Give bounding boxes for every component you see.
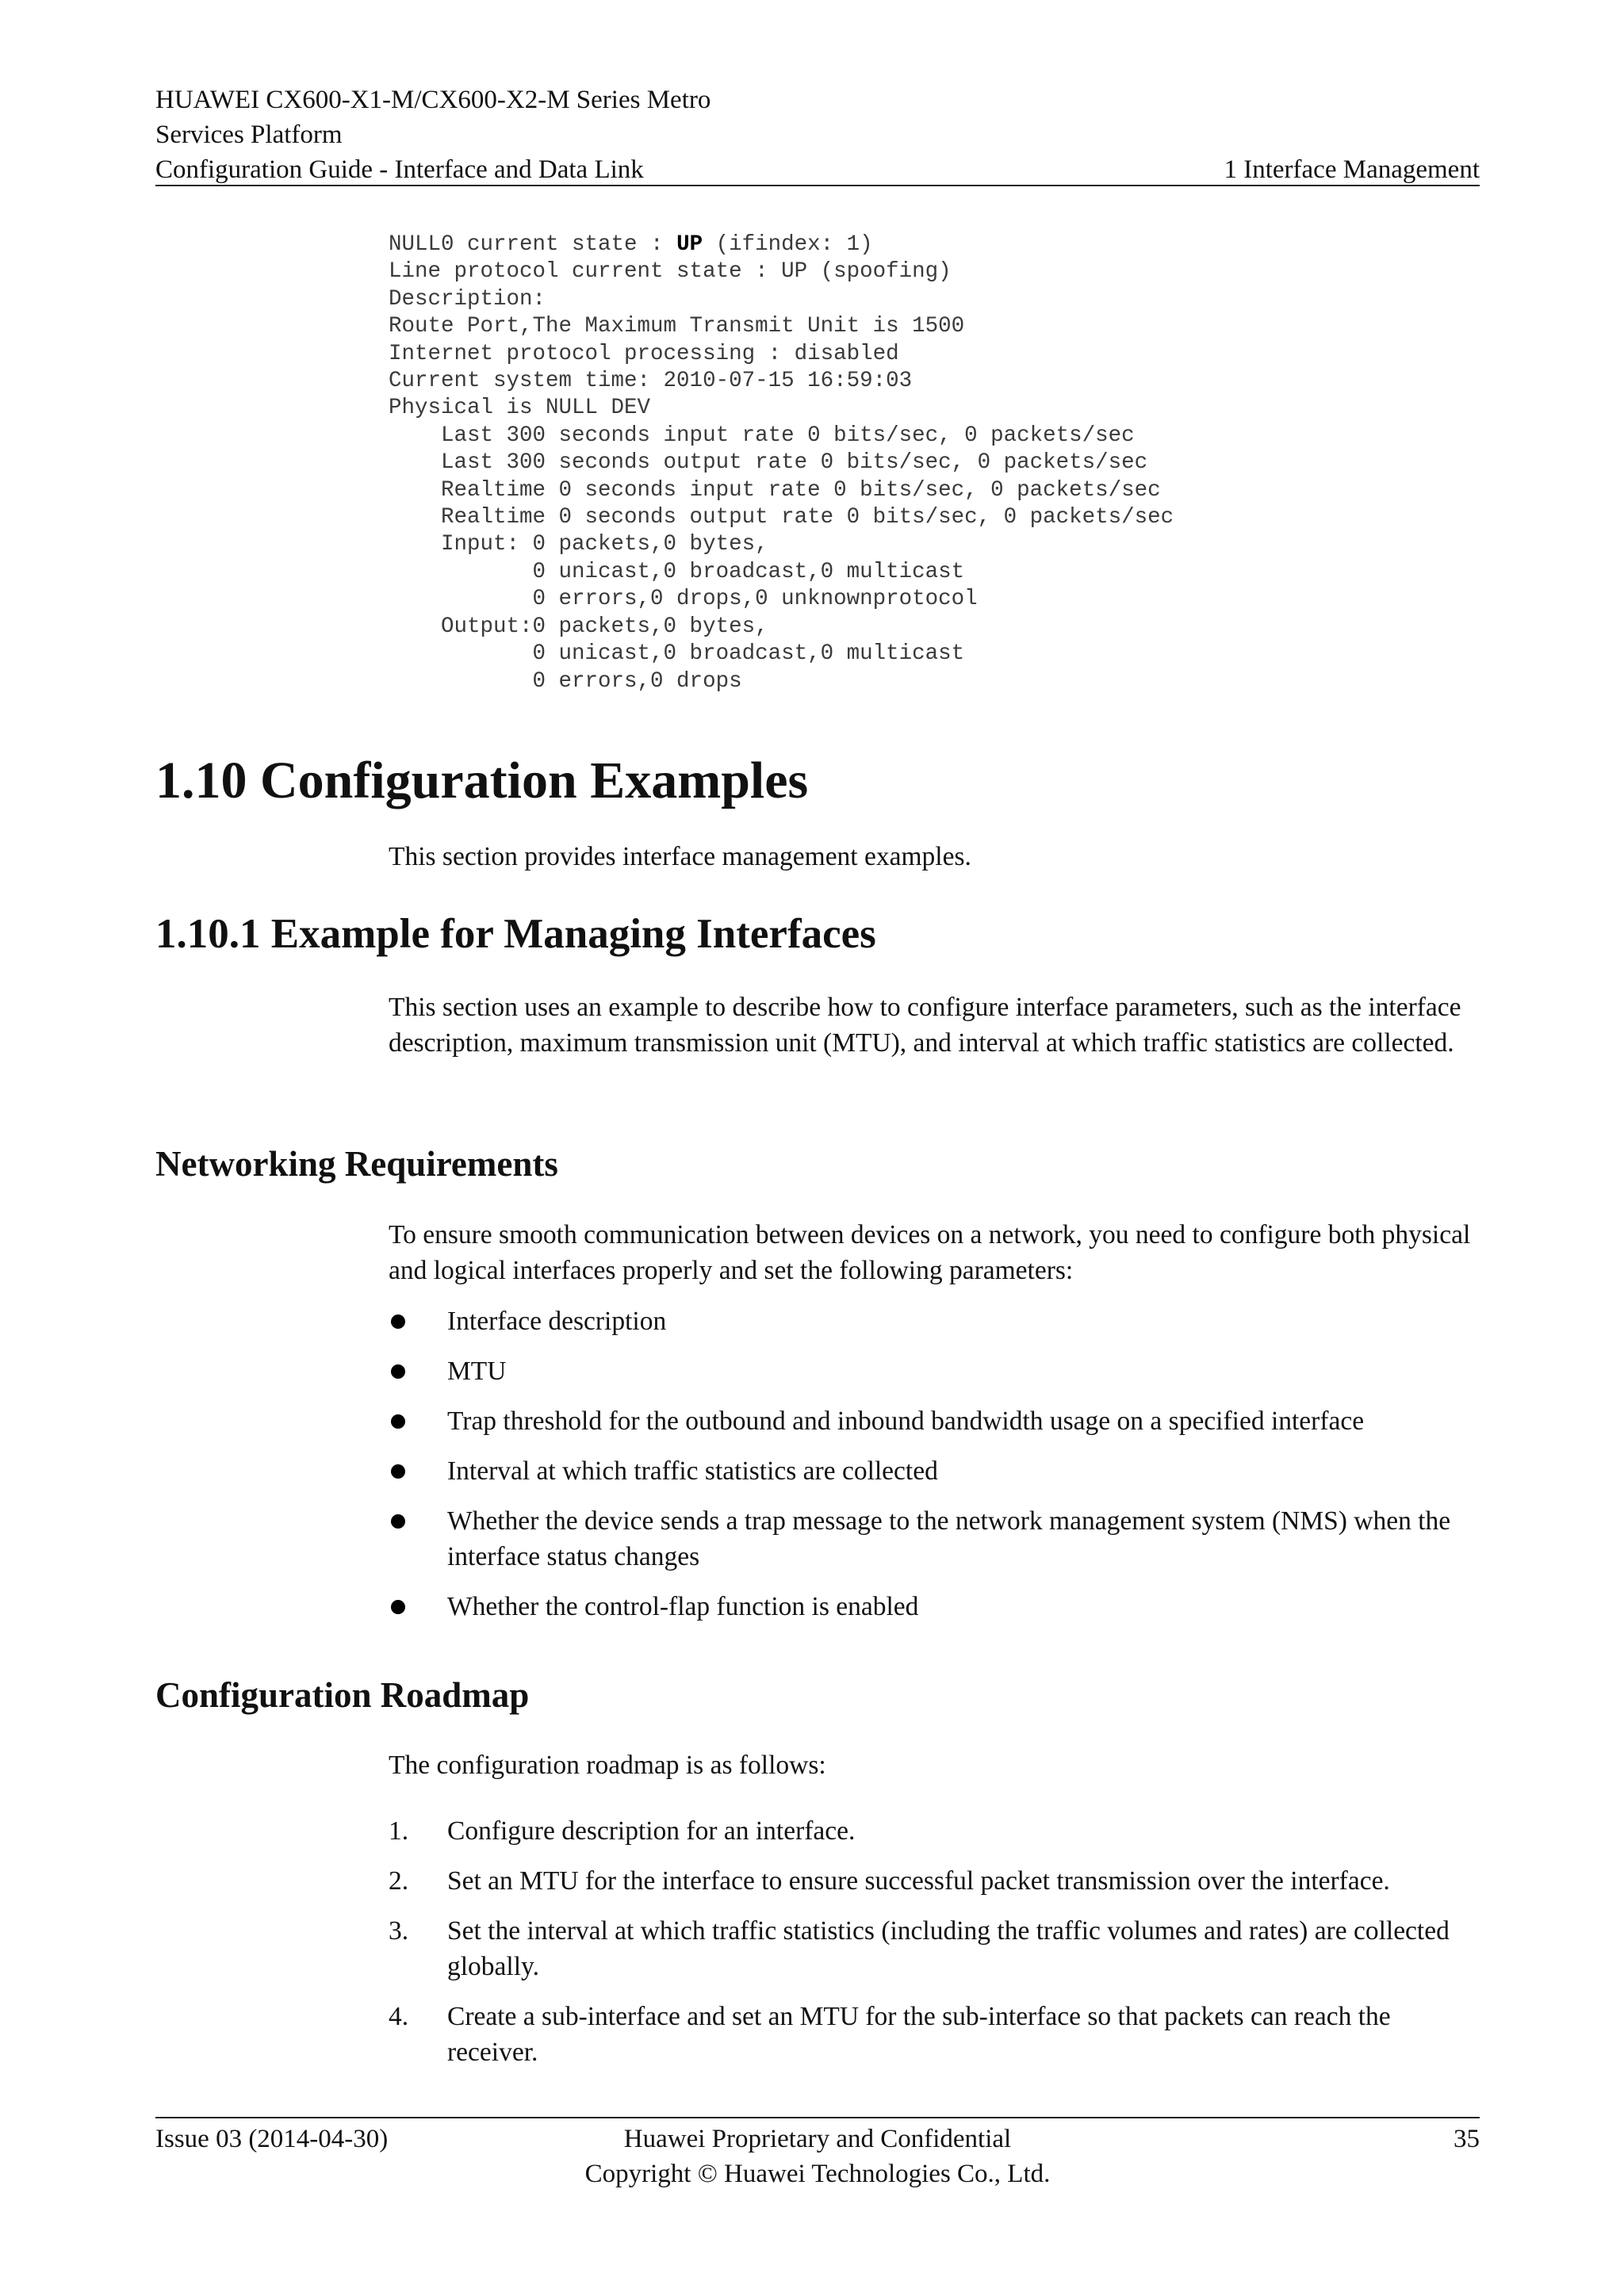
networking-list bbox=[389, 1303, 1483, 1639]
list-item bbox=[389, 1353, 1483, 1389]
bullet-icon bbox=[391, 1364, 405, 1379]
list-item bbox=[389, 1303, 1483, 1339]
roadmap-steps bbox=[389, 1813, 1483, 2084]
code-line: Internet protocol processing : disabled bbox=[389, 341, 899, 366]
page-number: 35 bbox=[1454, 2125, 1480, 2153]
section-intro: This section provides interface management examples. bbox=[389, 842, 971, 871]
code-line: (ifindex: 1) bbox=[703, 232, 873, 257]
code-line: NULL0 current state : bbox=[389, 232, 677, 257]
header-product-line2: Services Platform bbox=[155, 121, 343, 149]
bullet-icon bbox=[391, 1600, 405, 1614]
code-line: Last 300 seconds output rate 0 bits/sec, 0 packets/sec bbox=[389, 450, 1148, 476]
bullet-icon bbox=[391, 1314, 405, 1329]
code-line: Input: 0 packets,0 bytes, bbox=[389, 532, 768, 557]
list-item bbox=[389, 1863, 1483, 1899]
code-line: 0 unicast,0 broadcast,0 multicast bbox=[389, 559, 965, 584]
list-item-text: Whether the device sends a trap message to the network management system (NMS) when the interface status changes bbox=[447, 1506, 1451, 1571]
code-line: Route Port,The Maximum Transmit Unit is 1500 bbox=[389, 314, 965, 339]
code-line: 0 unicast,0 broadcast,0 multicast bbox=[389, 641, 965, 667]
footer-copyright: Copyright © Huawei Technologies Co., Ltd. bbox=[584, 2160, 1051, 2188]
footer-confidential: Huawei Proprietary and Confidential bbox=[623, 2125, 1012, 2153]
list-item-text: MTU bbox=[447, 1357, 507, 1386]
header-chapter: 1 Interface Management bbox=[1224, 155, 1480, 184]
code-line: 0 errors,0 drops bbox=[389, 668, 742, 694]
code-line: Line protocol current state : UP (spoofing) bbox=[389, 259, 952, 285]
step-number: 2. bbox=[389, 1866, 409, 1896]
header-divider bbox=[155, 185, 1480, 186]
code-line: 0 errors,0 drops,0 unknownprotocol bbox=[389, 587, 978, 612]
code-state-up: UP bbox=[676, 232, 703, 257]
list-item bbox=[389, 1813, 1483, 1849]
list-item bbox=[389, 1999, 1483, 2070]
list-item bbox=[389, 1913, 1483, 1984]
section-title: 1.10 Configuration Examples bbox=[155, 752, 809, 809]
header-guide-row bbox=[155, 152, 1480, 187]
list-item-text: Whether the control-flap function is enabled bbox=[447, 1592, 919, 1621]
code-line: Realtime 0 seconds input rate 0 bits/sec, 0 packets/sec bbox=[389, 477, 1161, 503]
list-item bbox=[389, 1453, 1483, 1489]
step-number: 1. bbox=[389, 1816, 409, 1846]
step-number: 3. bbox=[389, 1916, 409, 1946]
step-text: Configure description for an interface. bbox=[447, 1816, 856, 1846]
step-number: 4. bbox=[389, 2002, 409, 2031]
step-text: Create a sub-interface and set an MTU for the sub-interface so that packets can reach the receiver. bbox=[447, 2002, 1391, 2067]
bullet-icon bbox=[391, 1464, 405, 1479]
code-line: Realtime 0 seconds output rate 0 bits/sec, 0 packets/sec bbox=[389, 505, 1174, 530]
roadmap-intro: The configuration roadmap is as follows: bbox=[389, 1751, 826, 1780]
code-line: Output:0 packets,0 bytes, bbox=[389, 614, 768, 639]
header-guide-title: Configuration Guide - Interface and Data Link bbox=[155, 155, 644, 184]
footer-center bbox=[155, 2122, 1480, 2191]
code-line: Current system time: 2010-07-15 16:59:03 bbox=[389, 369, 913, 394]
code-line: Physical is NULL DEV bbox=[389, 396, 651, 421]
footer-issue: Issue 03 (2014-04-30) bbox=[155, 2125, 389, 2153]
footer-divider bbox=[155, 2117, 1480, 2118]
list-item bbox=[389, 1403, 1483, 1439]
subsection-intro: This section uses an example to describe how to configure interface parameters, such as the interface description, maximum transmission unit (MTU), and interval at which traffic statistics are collected. bbox=[389, 993, 1461, 1058]
bullet-icon bbox=[391, 1514, 405, 1529]
step-text: Set an MTU for the interface to ensure successful packet transmission over the interface. bbox=[447, 1866, 1390, 1896]
subsection-title: 1.10.1 Example for Managing Interfaces bbox=[155, 911, 876, 957]
page-header bbox=[155, 82, 1480, 187]
networking-intro: To ensure smooth communication between devices on a network, you need to configure both physical and logical interfaces properly and set the following parameters: bbox=[389, 1220, 1471, 1285]
list-item-text: Interval at which traffic statistics are collected bbox=[447, 1456, 938, 1486]
list-item bbox=[389, 1503, 1483, 1575]
command-output-block bbox=[389, 232, 1174, 695]
roadmap-heading: Configuration Roadmap bbox=[155, 1675, 530, 1715]
code-line: Last 300 seconds input rate 0 bits/sec, 0 packets/sec bbox=[389, 423, 1135, 448]
list-item-text: Interface description bbox=[447, 1307, 667, 1336]
list-item bbox=[389, 1589, 1483, 1624]
networking-heading: Networking Requirements bbox=[155, 1144, 558, 1184]
code-line: Description: bbox=[389, 286, 546, 312]
list-item-text: Trap threshold for the outbound and inbound bandwidth usage on a specified interface bbox=[447, 1406, 1365, 1436]
step-text: Set the interval at which traffic statistics (including the traffic volumes and rates) are collected globally. bbox=[447, 1916, 1450, 1981]
header-product-line1: HUAWEI CX600-X1-M/CX600-X2-M Series Metro bbox=[155, 86, 711, 114]
bullet-icon bbox=[391, 1414, 405, 1429]
